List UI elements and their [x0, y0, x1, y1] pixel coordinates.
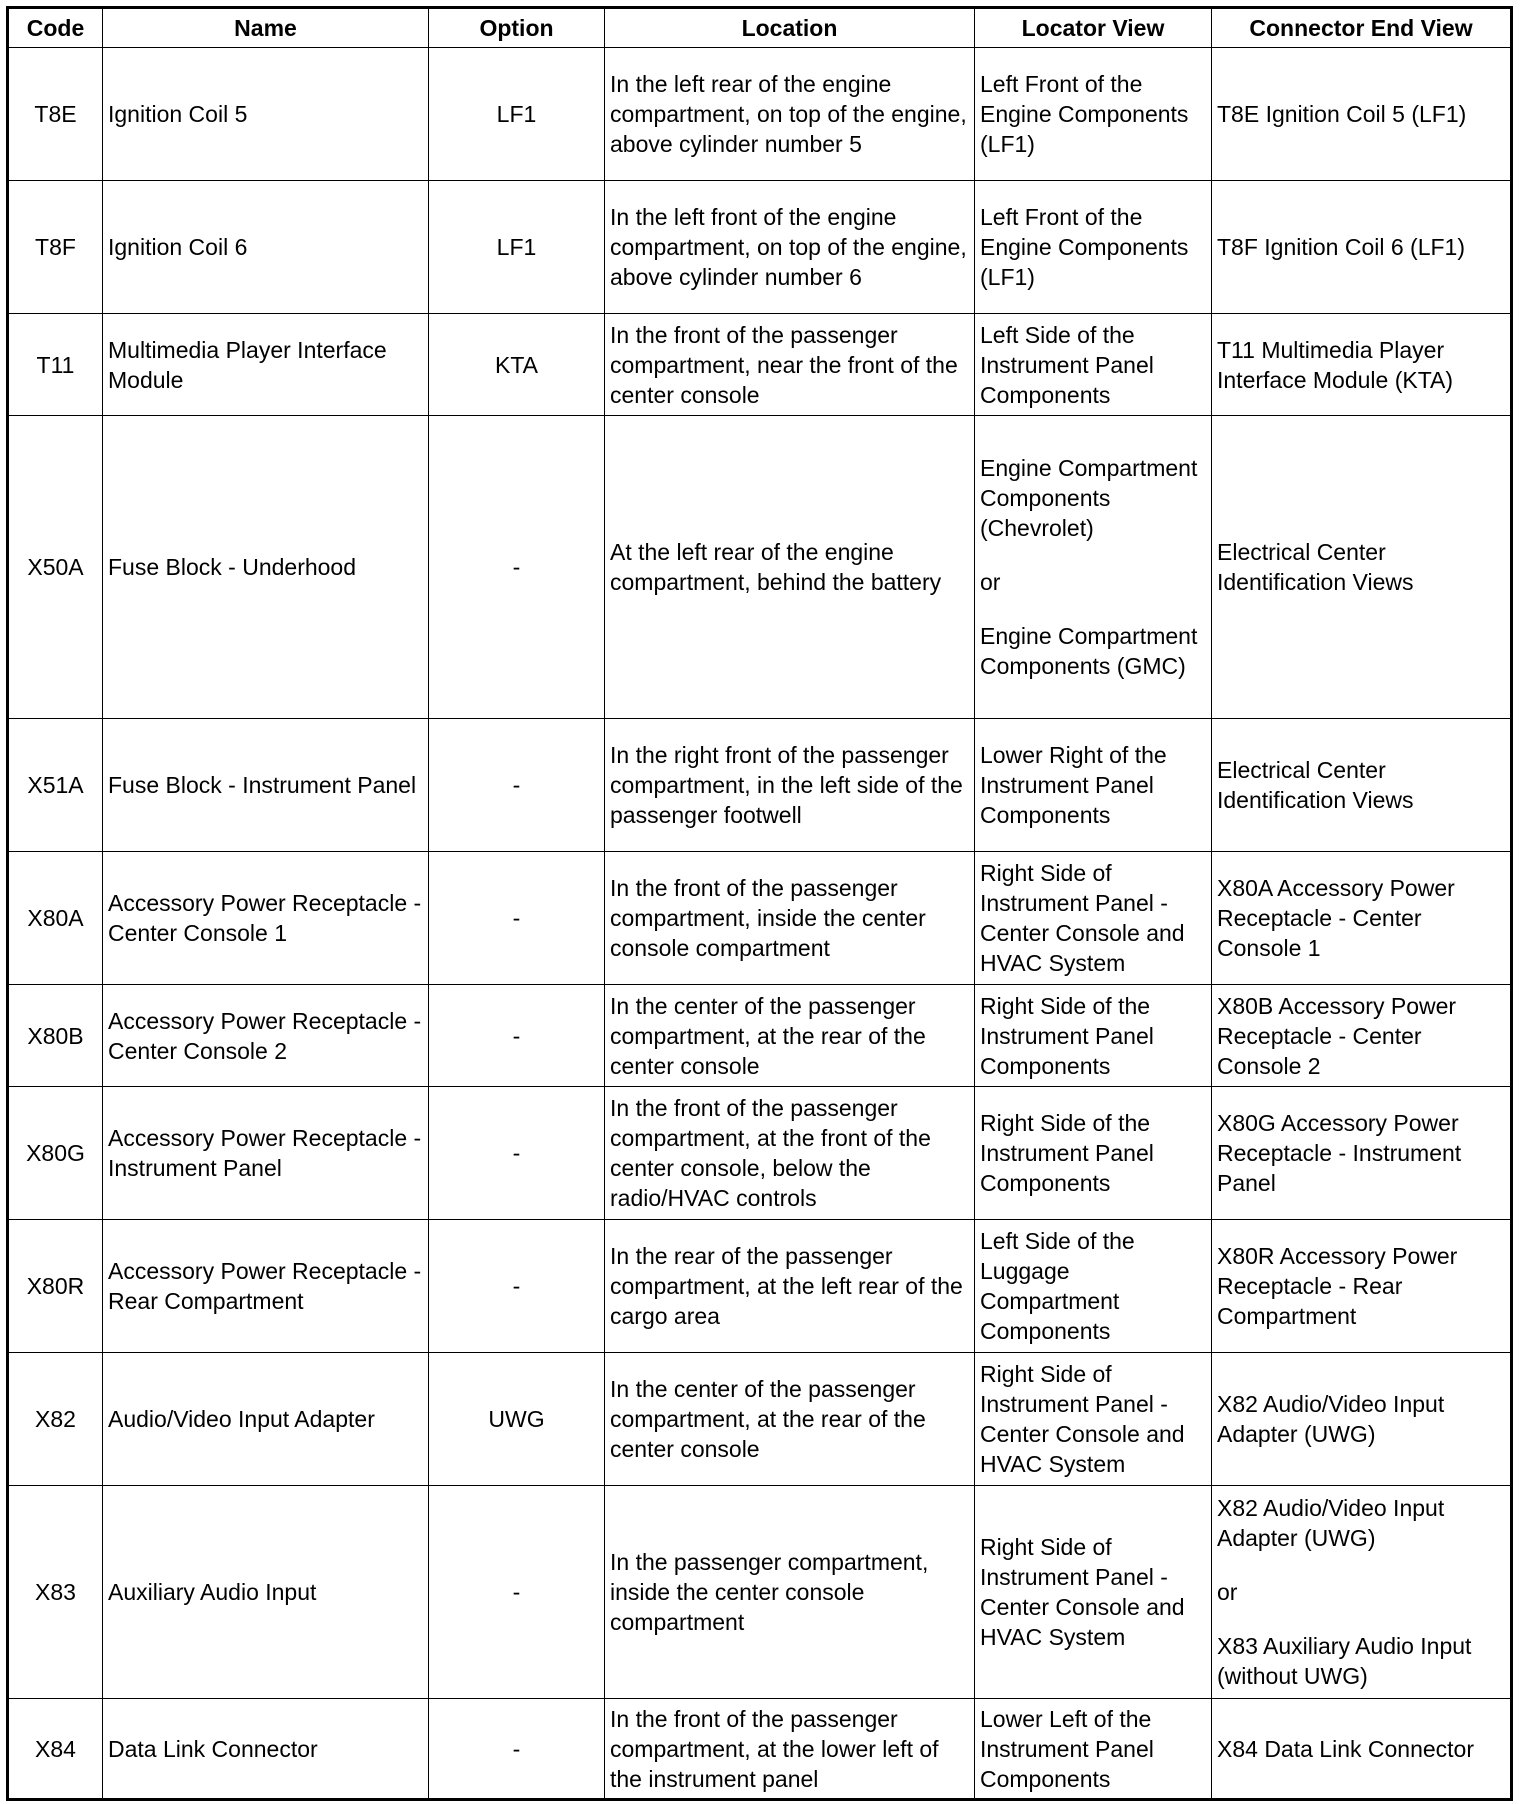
table-row	[8, 416, 1512, 719]
cell-location: In the left front of the engine compartment, on top of the engine, above cylinder number 6	[605, 181, 975, 314]
cell-locator-view[interactable]: Right Side of the Instrument Panel Components	[975, 985, 1212, 1087]
cell-option: -	[429, 1486, 605, 1699]
table-row	[8, 314, 1512, 416]
cell-connector-end-view[interactable]: Electrical Center Identification Views	[1212, 416, 1512, 719]
cell-connector-end-view[interactable]: X82 Audio/Video Input Adapter (UWG)	[1212, 1353, 1512, 1486]
cell-name: Audio/Video Input Adapter	[103, 1353, 429, 1486]
cell-code: X50A	[8, 416, 103, 719]
header-locator-view: Locator View	[975, 8, 1212, 48]
cell-connector-end-view[interactable]: X80B Accessory Power Receptacle - Center Console 2	[1212, 985, 1512, 1087]
cell-name: Data Link Connector	[103, 1699, 429, 1800]
spacer	[980, 597, 1206, 621]
locator-view-or: or	[980, 569, 1001, 595]
cell-location: In the right front of the passenger compartment, in the left side of the passenger footwell	[605, 719, 975, 852]
spacer	[980, 543, 1206, 567]
cell-name: Accessory Power Receptacle - Instrument Panel	[103, 1087, 429, 1220]
cell-option: LF1	[429, 181, 605, 314]
cell-code: X80R	[8, 1220, 103, 1353]
cell-name: Accessory Power Receptacle - Rear Compartment	[103, 1220, 429, 1353]
cell-name: Fuse Block - Underhood	[103, 416, 429, 719]
component-locator-table-wrapper	[6, 6, 1510, 1801]
cell-connector-end-view[interactable]: X80G Accessory Power Receptacle - Instrument Panel	[1212, 1087, 1512, 1220]
cell-option: KTA	[429, 314, 605, 416]
cell-option: -	[429, 416, 605, 719]
cell-location: In the rear of the passenger compartment, at the left rear of the cargo area	[605, 1220, 975, 1353]
cell-connector-end-view[interactable]: X80R Accessory Power Receptacle - Rear Compartment	[1212, 1220, 1512, 1353]
cell-locator-view	[975, 416, 1212, 719]
table-row	[8, 1220, 1512, 1353]
table-row	[8, 181, 1512, 314]
table-row	[8, 852, 1512, 985]
cell-locator-view[interactable]: Right Side of the Instrument Panel Components	[975, 1087, 1212, 1220]
cell-connector-end-view	[1212, 1486, 1512, 1699]
spacer	[1217, 1607, 1505, 1631]
table-row	[8, 985, 1512, 1087]
cell-connector-end-view[interactable]: X80A Accessory Power Receptacle - Center Console 1	[1212, 852, 1512, 985]
cell-location: In the left rear of the engine compartment, on top of the engine, above cylinder number 5	[605, 48, 975, 181]
cell-locator-view[interactable]: Left Front of the Engine Components (LF1)	[975, 48, 1212, 181]
cell-locator-view[interactable]: Right Side of Instrument Panel - Center Console and HVAC System	[975, 852, 1212, 985]
cell-location: In the front of the passenger compartment, near the front of the center console	[605, 314, 975, 416]
cell-name: Ignition Coil 6	[103, 181, 429, 314]
cell-option: LF1	[429, 48, 605, 181]
locator-view-link[interactable]: Engine Compartment Components (GMC)	[980, 623, 1198, 679]
locator-view-link[interactable]: Engine Compartment Components (Chevrolet)	[980, 455, 1198, 541]
cell-connector-end-view[interactable]: X84 Data Link Connector	[1212, 1699, 1512, 1800]
cell-locator-view[interactable]: Lower Right of the Instrument Panel Components	[975, 719, 1212, 852]
cell-location: In the front of the passenger compartment, inside the center console compartment	[605, 852, 975, 985]
header-option: Option	[429, 8, 605, 48]
table-row	[8, 719, 1512, 852]
header-location: Location	[605, 8, 975, 48]
cell-locator-view[interactable]: Left Side of the Instrument Panel Components	[975, 314, 1212, 416]
cell-code: X80B	[8, 985, 103, 1087]
cell-code: T8F	[8, 181, 103, 314]
cell-code: X83	[8, 1486, 103, 1699]
cell-option: -	[429, 1699, 605, 1800]
cell-code: X80A	[8, 852, 103, 985]
cell-connector-end-view[interactable]: Electrical Center Identification Views	[1212, 719, 1512, 852]
spacer	[1217, 1553, 1505, 1577]
cell-code: X80G	[8, 1087, 103, 1220]
component-locator-table	[6, 6, 1513, 1801]
connector-end-view-or: or	[1217, 1579, 1238, 1605]
cell-option: -	[429, 852, 605, 985]
cell-location: In the center of the passenger compartment, at the rear of the center console	[605, 1353, 975, 1486]
cell-location: In the front of the passenger compartment, at the front of the center console, below the radio/HVAC controls	[605, 1087, 975, 1220]
table-row	[8, 1486, 1512, 1699]
cell-code: X51A	[8, 719, 103, 852]
table-row	[8, 1353, 1512, 1486]
header-row	[8, 8, 1512, 48]
cell-name: Auxiliary Audio Input	[103, 1486, 429, 1699]
cell-locator-view[interactable]: Left Side of the Luggage Compartment Components	[975, 1220, 1212, 1353]
cell-locator-view[interactable]: Right Side of Instrument Panel - Center Console and HVAC System	[975, 1486, 1212, 1699]
connector-end-view-link[interactable]: X82 Audio/Video Input Adapter (UWG)	[1217, 1495, 1445, 1551]
header-connector-end-view: Connector End View	[1212, 8, 1512, 48]
cell-name: Multimedia Player Interface Module	[103, 314, 429, 416]
cell-option: -	[429, 1220, 605, 1353]
connector-end-view-link[interactable]: X83 Auxiliary Audio Input (without UWG)	[1217, 1633, 1472, 1689]
cell-connector-end-view[interactable]: T11 Multimedia Player Interface Module (KTA)	[1212, 314, 1512, 416]
cell-option: -	[429, 1087, 605, 1220]
cell-option: UWG	[429, 1353, 605, 1486]
cell-location: At the left rear of the engine compartment, behind the battery	[605, 416, 975, 719]
cell-name: Accessory Power Receptacle - Center Console 1	[103, 852, 429, 985]
cell-name: Ignition Coil 5	[103, 48, 429, 181]
cell-code: T8E	[8, 48, 103, 181]
cell-name: Accessory Power Receptacle - Center Console 2	[103, 985, 429, 1087]
cell-code: T11	[8, 314, 103, 416]
cell-code: X84	[8, 1699, 103, 1800]
table-row	[8, 48, 1512, 181]
cell-location: In the front of the passenger compartment, at the lower left of the instrument panel	[605, 1699, 975, 1800]
header-code: Code	[8, 8, 103, 48]
table-row	[8, 1699, 1512, 1800]
cell-locator-view[interactable]: Right Side of Instrument Panel - Center Console and HVAC System	[975, 1353, 1212, 1486]
cell-location: In the center of the passenger compartment, at the rear of the center console	[605, 985, 975, 1087]
cell-code: X82	[8, 1353, 103, 1486]
cell-name: Fuse Block - Instrument Panel	[103, 719, 429, 852]
table-row	[8, 1087, 1512, 1220]
cell-locator-view[interactable]: Left Front of the Engine Components (LF1)	[975, 181, 1212, 314]
cell-locator-view[interactable]: Lower Left of the Instrument Panel Components	[975, 1699, 1212, 1800]
cell-option: -	[429, 719, 605, 852]
cell-option: -	[429, 985, 605, 1087]
cell-connector-end-view[interactable]: T8F Ignition Coil 6 (LF1)	[1212, 181, 1512, 314]
cell-connector-end-view[interactable]: T8E Ignition Coil 5 (LF1)	[1212, 48, 1512, 181]
cell-location: In the passenger compartment, inside the center console compartment	[605, 1486, 975, 1699]
header-name: Name	[103, 8, 429, 48]
